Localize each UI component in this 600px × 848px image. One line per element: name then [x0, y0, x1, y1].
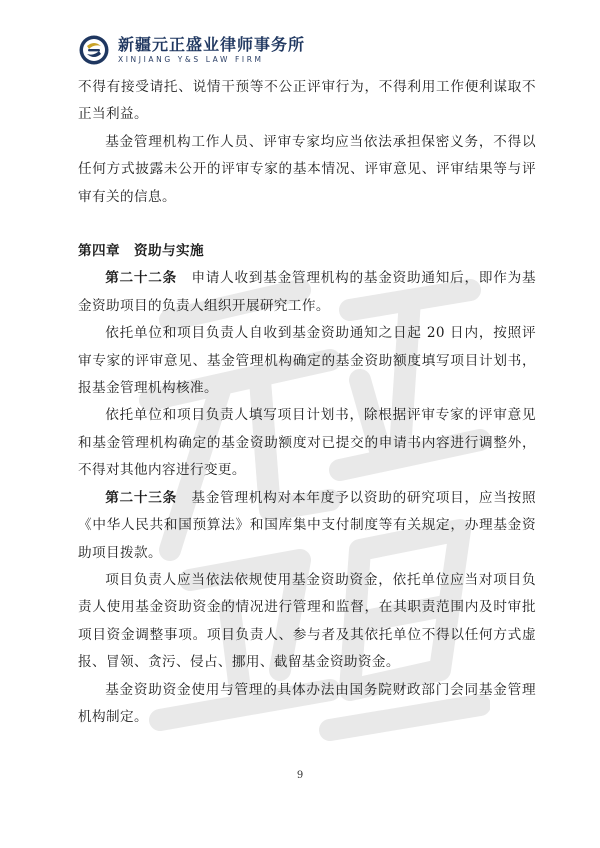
article-label: 第二十二条 [105, 270, 178, 287]
letterhead [78, 30, 305, 70]
page-number: 9 [296, 770, 304, 781]
article-label: 第二十三条 [105, 489, 178, 506]
paragraph: 项目负责人应当依法依规使用基金资助资金，依托单位应当对项目负责人使用基金资助资金的情况进行管理和监督，在其职责范围内及时审批项目资金调整事项。项目负责人、参与者及其依托单位不得以任何方式虚报、冒领、贪污、侵占、挪用、截留基金资助资金。 [78, 571, 536, 671]
paragraph: 基金管理机构工作人员、评审专家均应当依法承担保密义务，不得以任何方式披露未公开的评审专家的基本情况、评审意见、评审结果等与评审有关的信息。 [78, 133, 536, 205]
paragraph: 不得有接受请托、说情干预等不公正评审行为，不得利用工作便利谋取不正当利益。 [78, 79, 536, 123]
paragraph: 依托单位和项目负责人自收到基金资助通知之日起 20 日内，按照评审专家的评审意见、基金管理机构确定的基金资助额度填写项目计划书，报基金管理机构核准。 [78, 325, 536, 397]
article-22 [78, 265, 536, 320]
article-text: 基金管理机构对本年度予以资助的研究项目，应当按照《中华人民共和国预算法》和国库集中支付制度等有关规定，办理基金资助项目拨款。 [78, 489, 536, 561]
chapter-heading: 第四章 资助与实施 [78, 243, 204, 260]
paragraph: 依托单位和项目负责人填写项目计划书，除根据评审专家的评审意见和基金管理机构确定的基金资助额度对已提交的申请书内容进行调整外，不得对其他内容进行变更。 [78, 407, 536, 479]
firm-logo-icon [78, 34, 110, 66]
paragraph: 基金资助资金使用与管理的具体办法由国务院财政部门会同基金管理机构制定。 [78, 681, 536, 725]
firm-name-en: XINJIANG Y&S LAW FIRM [118, 54, 264, 64]
document-body [78, 74, 536, 731]
article-text: 申请人收到基金管理机构的基金资助通知后，即作为基金资助项目的负责人组织开展研究工作。 [78, 270, 536, 314]
article-23 [78, 485, 536, 567]
firm-name-cn: 新疆元正盛业律师事务所 [118, 34, 306, 54]
